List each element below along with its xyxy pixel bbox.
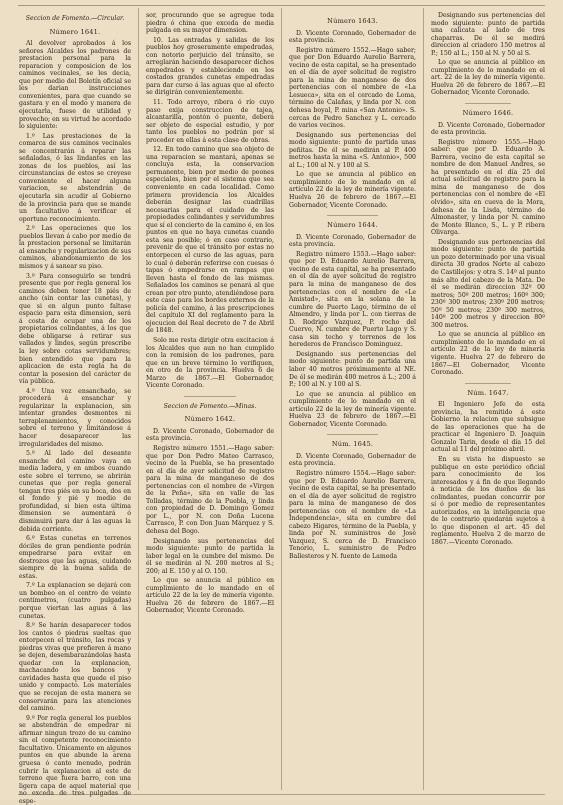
section-heading: Seccion de Fomento.—Circular. [25,15,125,22]
notice-number: Número 1644. [327,221,378,230]
bottom-rule [18,794,545,795]
separator [327,215,378,216]
paragraph: D. Vicente Coronado, Gobernador de esta provincia. [289,233,416,249]
paragraph: En su vista he dispuesto se publique en este periódico oficial para conocimiento de los interesados y á fin de que llegando á noticia de los dueños de las colindantes, puedan concurrir por sí ó por medio de representantes autorizados, en la inteligencia que de lo contrario quedarán sujetos á lo que disponen el art. 45 del reglamento. Huelva 2 de marzo de 1867.—Vicente Coronado. [431,455,545,546]
notice-number: Núm. 1645. [331,440,374,449]
paragraph: D. Vicente Coronado, Gobernador de esta provincia. [289,29,416,45]
paragraph: 2.º Las operaciones que los pueblos llevan á cabo por medio de la prestacion personal se limitarán al ensanche y regularizacion de sus caminos, abandonamiento de los mismos y á sanear su piso. [19,225,131,270]
notice-number: Núm. 1647. [467,388,509,397]
paragraph: Lo que se anuncia al público en cumplimiento de lo mandado en el artículo 22 de la ley de minería vigente. Huelva 26 de febrero de 1867.—El Gobernador, Vicente Coronado. [146,577,274,615]
paragraph: 3.º Para conseguirlo se tendrá presente que por regla general los caminos deben tener 18 piés de ancho (sin contar las cunetas), y que si en algun punto faltase espacio para esta dimension, será á costa de ocupar una de los propietarios colindantes, á los que debe obligarse á retirar sus vallados y lindes, según prescribe la ley sobre cotas servidumbres; bien entendido que para la aplicacion de esta regla ha de contar la posesion del carácter de vía pública. [19,272,131,386]
paragraph: Registro número 1554.—Hago saber: que por D. Eduardo Aurelio Barrera, vecino de esta capital, se ha presentado en el día de ayer solicitud de registro para la mina de manganeso de dos pertenencias con el nombre de «La Independencia», sita en cumbre del cabezo Higares, término de la Puebla, y linda por N. suministros de José Vazquez, S. cerca de D. Francisco Tenorio, L. suministro de Pedro Ballesteros y N. fuente de Lameda [289,469,416,560]
paragraph: Lo que se anuncia al público en cumplimiento de lo mandado en el art. 22 de la ley de minería vigente. Huelva 26 de febrero de 1867.—El Gobernador, Vicente Coronado. [431,59,545,97]
column-4 [431,12,545,792]
paragraph: Designando sus pertenencias del modo siguiente: punto de partida una labor 40 metros próximamente al NE. De él se medirán 400 metros á L.; 200 á P.; 100 al N. y 100 al S. [289,350,416,389]
paragraph: 9.º Por regla general los pueblos se abstendrán de empedrar ni afirmar ningun trozo de su camino sin el competente reconocimiento facultativo. Únicamente en algunos puntos en que abunde la arena gruesa ó canto menudo, podrán cubrir la explanacion al este de terreno que fuera barro, con una ligera capa de aquel material que no exceda de tres pulgadas de espe- [19,714,131,805]
paragraph: 8.º Se harán desaparecer todos los cantos ó piedras sueltas que entorpecen el tránsito, las rocas y piedras vivas que prefieren á mano se dejen, desembarazándolas hasta quedar con la explanacion, machacando los bancos y cavidades hasta que quede el piso unido y compacto. Los materiales que se recojan de esta manera se conservarán para las atenciones del camino. [19,622,131,713]
paragraph: 12. En todo camino que sea objeto de una reparacion se mantará, apenas se concluya esta, la conservacion permanente, bien por medio de peones especiales, bien por el sistema que sea conveniente en cada localidad. Como primera providencia los Alcaldes deberán designar las cuadrillas necesarias para el cuidado de las propiedades colindantes y servidumbres que sí el concierto de la camino é, en los puntos en que no haya cunetas cuando esta sea posible; ó en caso contrario, prevenir de que el tránsito por estas no entorpecen el curso de las aguas, para lo cual ó deberán referirse con cuesas ó tapas ó empedrarse en rampas que lleven hasta el fondo de las mismas. Señalados los caminos se penará al que crean por otro punto, atendiéndose para este caso para los bordes externos de la policía del camino, á las prescripciones del capítulo XI del reglamento para la ejecucion del Real decreto de 7 de Abril de 1848. [146,146,274,335]
paragraph: D. Vicente Coronado, Gobernador de esta provincia. [146,427,274,443]
paragraph: Designando sus pertenencias del modo siguiente: punto de partida un pozo determinado por una visual directa 30 grados Norte al cabezo de Castillejos: y otra S. 14º al punto más alto del cabezo de la Mata. De él se medirán direccion 32º 00 metros; 50º 200 metros; 160º 300; 230º 300 metros; 230º 200 metros; 50º 50 metros; 230º 300 metros, 140º 200 metros y direccion 80º 300 metros. [431,238,545,329]
separator [465,103,511,104]
paragraph: 11. Todo arroyo, ribera ó río cuyo paso exija construccion de tajea, alcantarilla, pontón ó puente, deberá ser objeto de especial estudio, y por tanto los pueblos no podrán por sí proceder en ellas á esta clase de obras. [146,99,274,144]
paragraph: Designando sus pertenencias del modo siguiente: punto de partida unas peñitas. De él se medirán al P. 400 metros hasta la mina «S. Antonio», 500 al L.; 100 al N. y 100 al S. [289,131,416,169]
paragraph: 5.º Al lado del deseante ensanche del camino vaya en media ladera, y en ambos cuando este sobre el terreno, se abrirán cunetas que por regla general tengan tres piés en su boca, dos en el fondo y pié y medio de profundidad, si bien esta última dimension se aumentará ó disminuirá para dar á las aguas la debida corriente. [19,450,131,533]
paragraph: El Ingeniero Jefe de esta provincia, ha remitido á este Gobierno la relacion que subsigue de las operaciones que ha de practicar el Ingeniero D. Joaquin Gonzalo Tarin, desde el día 15 del actual al 11 del próximo abril. [431,401,545,454]
notice-number: Número 1642. [184,415,236,424]
paragraph: 7.º La explanacion se dejará con un bombeo en el centro de veinte centímetros, (cuatro pulgadas) porque viertan las aguas á las cunetas. [19,582,131,620]
notice-number: Número 1643. [327,17,378,25]
notice-number: Número 1646. [462,109,514,118]
column-divider [138,8,139,790]
paragraph: 1.º Las prestaciones de la comarca de sus caminos vecinales se concentrarán á reparar las señaladas, ó las lindantes en las zonas de los pueblos, así las circunstancias de estos se creyese conveniente el hacer alguna variacion, se abstendrán de ejecutarla sin acudir al Gobierno de la provincia para que se mande un facultativo á verificar el oportuno reconocimiento. [19,132,131,223]
column-3 [289,12,416,792]
paragraph: Lo que se anuncia al público en cumplimiento de lo mandado en el artículo 22 de la ley de minería vigente. Huelva 26 de febrero de 1867.—El Gobernador, Vicente Coronado. [289,171,416,209]
paragraph: Designando sus pertenencias del modo siguiente: punto de partida la labor legal en la cumbre del mismo. De él se medirán al N. 200 metros al S.; 200; al E. 150 y al O. 150. [146,537,274,575]
paragraph: D. Vicente Coronado, Gobernador de esta provincia. [289,452,416,468]
separator [327,434,378,435]
separator [184,396,235,397]
paragraph: sor, procurando que se agregue toda piedra ó china que exceda de media pulgada en su mayor dimension. [146,12,274,35]
column-1 [19,12,131,805]
paragraph: Al devolver aprobados á los señores Alcaldes los padrones de prestacion personal para la reparacion y composicion de los caminos vecinales, se les decia, que por medio del Boletín oficial se les darian instrucciones convenientes, para que cuando se gastara y en el modo y manera de ejecutarla, fuese de utilidad y provecho; en su virtud he acordado lo siguiente: [19,40,131,131]
paragraph: D. Vicente Coronado, Gobernador de esta provincia. [431,121,545,137]
paragraph: Registro número 1553.—Hago saber: que por D. Eduardo Aurelio Barrera, vecino de esta capital, se ha presentado en el día de ayer solicitud de registro para la mina de manganeso de dos pertenencias con el nombre de «Le Amistad», sita en la solana de la cumbre de Puerto Lago, término de el Almendro, y linda por L. con tierras de D. Rodrigo Vazquez, P. rocho del Cuervo, N. cumbre de Puerto Lago y S. casa sin techo y terrenos de los herederos de Francisco Dominguez. [289,250,416,349]
paragraph: Lo que se anuncia al público en cumplimiento de lo mandado en el artículo 22 de la ley de minería vigente. Huelva 23 de febrero de 1867.—El Gobernador, Vicente Coronado. [289,390,416,428]
paragraph: 4.º Una vez ensanchado, se procederá á ensanchar y regularizar la explanacion, sin intentar grandes desmontes ni terraplenamientos, y conocidos sobre el terreno y limitándose á hacer desaparecer las irregularidades del mismo. [19,387,131,448]
column-divider [423,8,424,790]
paragraph: Solo me resta dirigir otra excitacion á los Alcaldes que aun no han cumplido con la remision de los padrones, para que en un breve término lo verifiquen, en otro de la provincia. Huelva 6 de Marzo de 1867.—El Gobernador, Vicente Coronado. [146,336,274,390]
paragraph: 10. Las entradas y salidas de los pueblos hoy groseramente empedradas, con notorio perjuicio del tránsito, se arreglarán haciendo desaparecer dichos empedrados y estableciendo en los costados grandes cunetas empedradas para dar curso á las aguas que al efecto se dirigirán convenientemente. [146,36,274,97]
section-heading: Seccion de Fomento.—Minas. [163,402,257,410]
separator [465,383,511,384]
paragraph: Lo que se anuncia al público en cumplimiento de lo mandado en el artículo 22 de la ley de minería vigente. Huelva 27 de febrero de 1867—El Gobernador, Vicente Coronado. [431,331,545,377]
paragraph: Registro número 1552.—Hago saber; que por Don Eduardo Aurelio Barrera, vecino de esta capital, se ha presentado en el día de ayer solicitud de registro para la mina de manganeso de dos pertenencias con el nombre de «La Lesueca», sita en el cercado de Loma, término de Calañas, y linda por N. con dehesa boyal, P. mina «San Antonio». S. cercas de Pedro Sanchez y L. cercado de varios vecinos. [289,46,416,130]
top-rule [18,5,545,6]
paragraph: 6.º Estas cunetas en terrenos dóciles de gran pendiente podrán empedrarse para evitar en destrozos que las aguas, cuidando siempre de la buena salida de estas. [19,535,131,580]
column-2 [146,12,274,792]
paragraph: Registro número 1555.—Hago saber: que por D. Eduardo A. Barrera, vecino de esta capital se nombre de don Manuel Andres, se ha presentado en el día 25 del actual solicitud de registro para la mina de manganeso de dos pertenencias con el nombre de «El olvido», sita en cueva de la Mora, dehesa de la Lisda, término de Almonaster, y linda por N. camino de Monte Blanco, S., L. y P. ribera Olivarga. [431,138,545,237]
paragraph: Registro número 1551.—Hago saber: que por Don Pedro Mateo Carrasco, vecino de la Puebla, se ha presentado en el día de ayer solicitud de registro para la mina de manganeso de dos pertenencias con el nombre de «Virgen de la Peña», sita en valle de las Tolladas, término de la Puebla, y linda con propiedad de D. Domingo Gomez por L., por N. con Doña Lucena Carrasco, P. con Don Juan Márquez y S. dehesa del Bogo. [146,444,274,535]
notice-number: Número 1641. [49,27,101,36]
column-divider [281,8,282,790]
paragraph: Designando sus pertenencias del modo siguiente: punto de partida una calicata al lado de tres chaparras. De él se medirá direccion al criadero 150 metros al P.; 150 al L.; 150 al N. y 50 al S. [431,12,545,57]
